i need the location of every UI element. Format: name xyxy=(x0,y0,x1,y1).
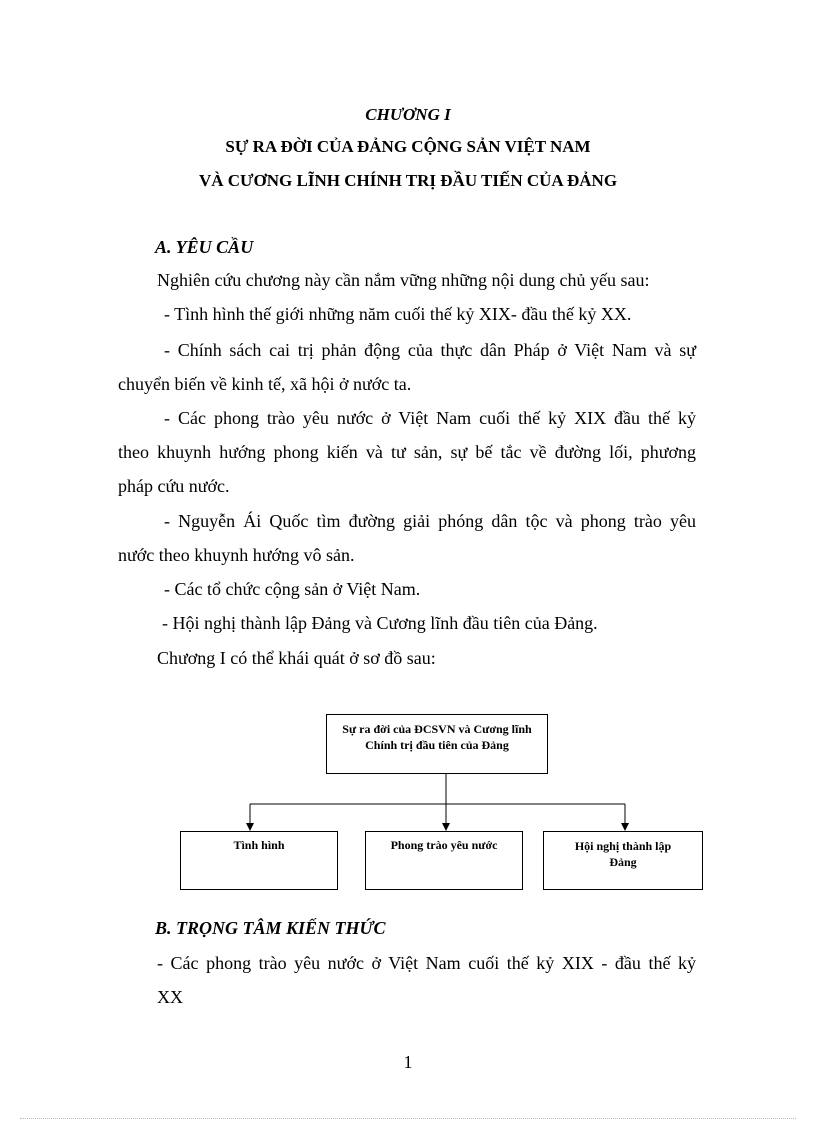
requirement-item-5: - Các tổ chức cộng sản ở Việt Nam. xyxy=(164,579,421,599)
requirement-item-1: - Tình hình thế giới những năm cuối thế kỷ XIX- đầu thế kỷ XX. xyxy=(164,304,632,324)
focus-item-1-line1: - Các phong trào yêu nước ở Việt Nam cuối thế kỷ XIX - đầu thế kỷ xyxy=(157,953,696,973)
requirement-item-4-line1: - Nguyễn Ái Quốc tìm đường giải phóng dân tộc và phong trào yêu xyxy=(164,511,696,531)
requirement-item-4-line2: nước theo khuynh hướng vô sản. xyxy=(118,545,355,565)
diagram-box-hoi-nghi: Hội nghị thành lập Đảng xyxy=(543,831,703,890)
chapter-title-line2: VÀ CƯƠNG LĨNH CHÍNH TRỊ ĐẦU TIẾN CỦA ĐẢNG xyxy=(198,171,618,190)
diagram-box-phong-trao: Phong trào yêu nước xyxy=(365,831,523,890)
requirement-item-3-line1: - Các phong trào yêu nước ở Việt Nam cuối thế kỷ XIX đầu thế kỷ xyxy=(164,408,696,428)
requirement-item-6: - Hội nghị thành lập Đảng và Cương lĩnh đầu tiên của Đảng. xyxy=(162,613,598,633)
page-number: 1 xyxy=(403,1052,413,1072)
focus-item-1-line2: XX xyxy=(157,987,183,1007)
requirement-item-3-line2: theo khuynh hướng phong kiến và tư sản, sự bế tắc về đường lối, phương xyxy=(118,442,696,462)
chapter-title-line1: SỰ RA ĐỜI CỦA ĐẢNG CỘNG SẢN VIỆT NAM xyxy=(225,137,591,156)
section-b-heading: B. TRỌNG TÂM KIẾN THỨC xyxy=(155,918,386,938)
page-bottom-divider xyxy=(20,1118,796,1119)
section-a-intro: Nghiên cứu chương này cần nắm vững những nội dung chủ yếu sau: xyxy=(157,270,650,290)
requirement-item-3-line3: pháp cứu nước. xyxy=(118,476,230,496)
diagram-root-box: Sự ra đời của ĐCSVN và Cương lĩnh Chính trị đầu tiên của Đảng xyxy=(326,714,548,774)
chapter-number: CHƯƠNG I xyxy=(365,105,451,124)
section-a-heading: A. YÊU CẦU xyxy=(155,237,254,257)
requirement-item-2-line1: - Chính sách cai trị phản động của thực dân Pháp ở Việt Nam và sự xyxy=(164,340,696,360)
requirement-item-2-line2: chuyển biến về kinh tế, xã hội ở nước ta. xyxy=(118,374,412,394)
diagram-box-tinh-hinh: Tình hình xyxy=(180,831,338,890)
diagram-intro: Chương I có thể khái quát ở sơ đồ sau: xyxy=(157,648,436,668)
